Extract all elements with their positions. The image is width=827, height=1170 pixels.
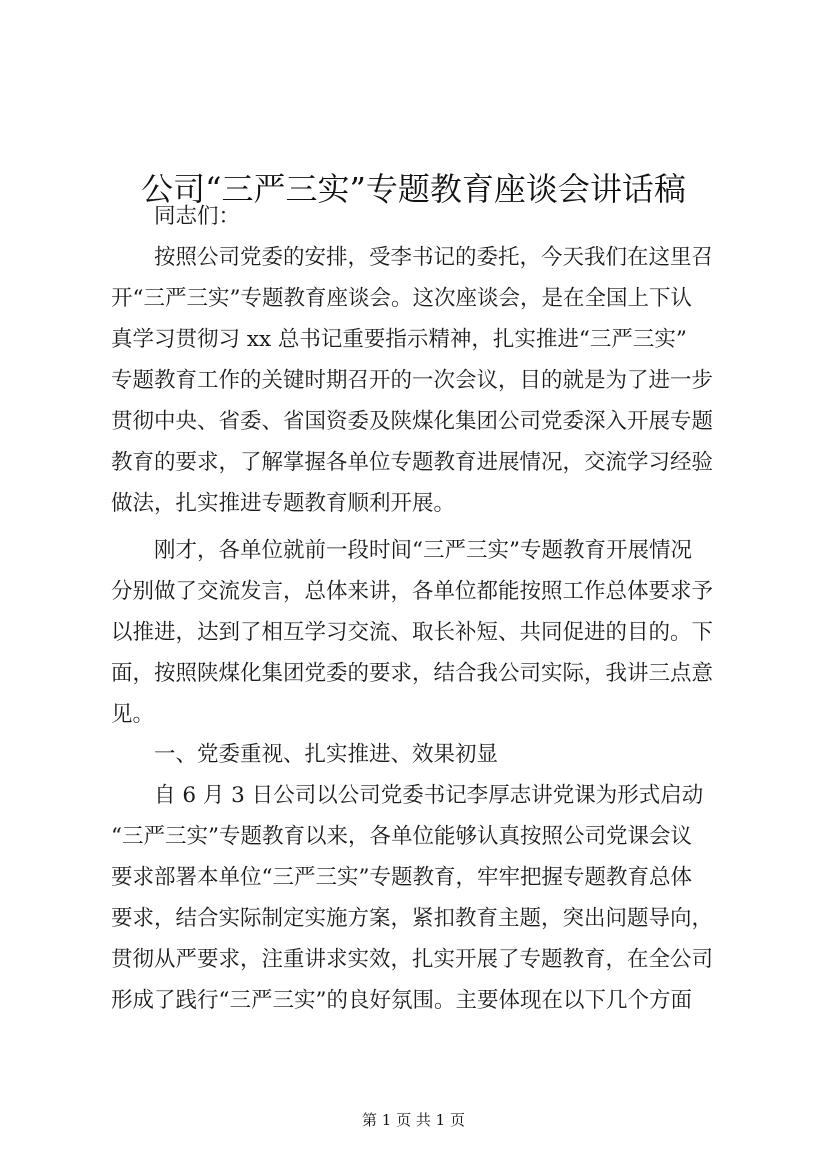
section-heading-1 [111, 734, 735, 775]
paragraph-line: 要求部署本单位“三严三实”专题教育，牢牢把握专题教育总体 [111, 865, 692, 890]
document-title: 公司“三严三实”专题教育座谈会讲话稿 [141, 170, 686, 209]
page-footer: 第 1 页 共 1 页 [362, 1111, 465, 1129]
paragraph-line: 自 6 月 3 日公司以公司党委书记李厚志讲党课为形式启动 [111, 783, 704, 808]
paragraph-line: 要求，结合实际制定实施方案，紧扣教育主题，突出问题导向， [111, 906, 714, 931]
paragraph-line: “三严三实”专题教育以来，各单位能够认真按照公司党课会议 [111, 824, 692, 849]
paragraph-line: 分别做了交流发言，总体来讲，各单位都能按照工作总体要求予 [111, 579, 714, 604]
section-heading: 一、党委重视、扎实推进、效果初显 [154, 742, 499, 767]
paragraph-line: 专题教育工作的关键时期召开的一次会议，目的就是为了进一步 [111, 368, 714, 393]
paragraph-3 [111, 775, 735, 1021]
paragraph-line: 按照公司党委的安排，受李书记的委托，今天我们在这里召 [111, 245, 714, 270]
greeting-line: 同志们： [154, 204, 241, 229]
paragraph-line: 做法，扎实推进专题教育顺利开展。 [111, 491, 456, 516]
paragraph-line: 面，按照陕煤化集团党委的要求，结合我公司实际，我讲三点意 [111, 661, 714, 686]
paragraph-2 [111, 530, 735, 735]
paragraph-line: 见。 [111, 702, 155, 727]
paragraph-line: 真学习贯彻习 xx 总书记重要指示精神，扎实推进“三严三实” [111, 327, 687, 352]
paragraph-line: 形成了践行“三严三实”的良好氛围。主要体现在以下几个方面 [111, 988, 692, 1013]
paragraph-line: 刚才，各单位就前一段时间“三严三实”专题教育开展情况 [111, 538, 692, 563]
paragraph-line: 以推进，达到了相互学习交流、取长补短、共同促进的目的。下 [111, 620, 714, 645]
paragraph-line: 教育的要求，了解掌握各单位专题教育进展情况，交流学习经验 [111, 450, 714, 475]
paragraph-line: 贯彻中央、省委、省国资委及陕煤化集团公司党委深入开展专题 [111, 409, 714, 434]
paragraph-line: 开“三严三实”专题教育座谈会。这次座谈会，是在全国上下认 [111, 286, 692, 311]
greeting [111, 196, 735, 237]
paragraph-line: 贯彻从严要求，注重讲求实效，扎实开展了专题教育，在全公司 [111, 947, 714, 972]
paragraph-1 [111, 237, 735, 524]
